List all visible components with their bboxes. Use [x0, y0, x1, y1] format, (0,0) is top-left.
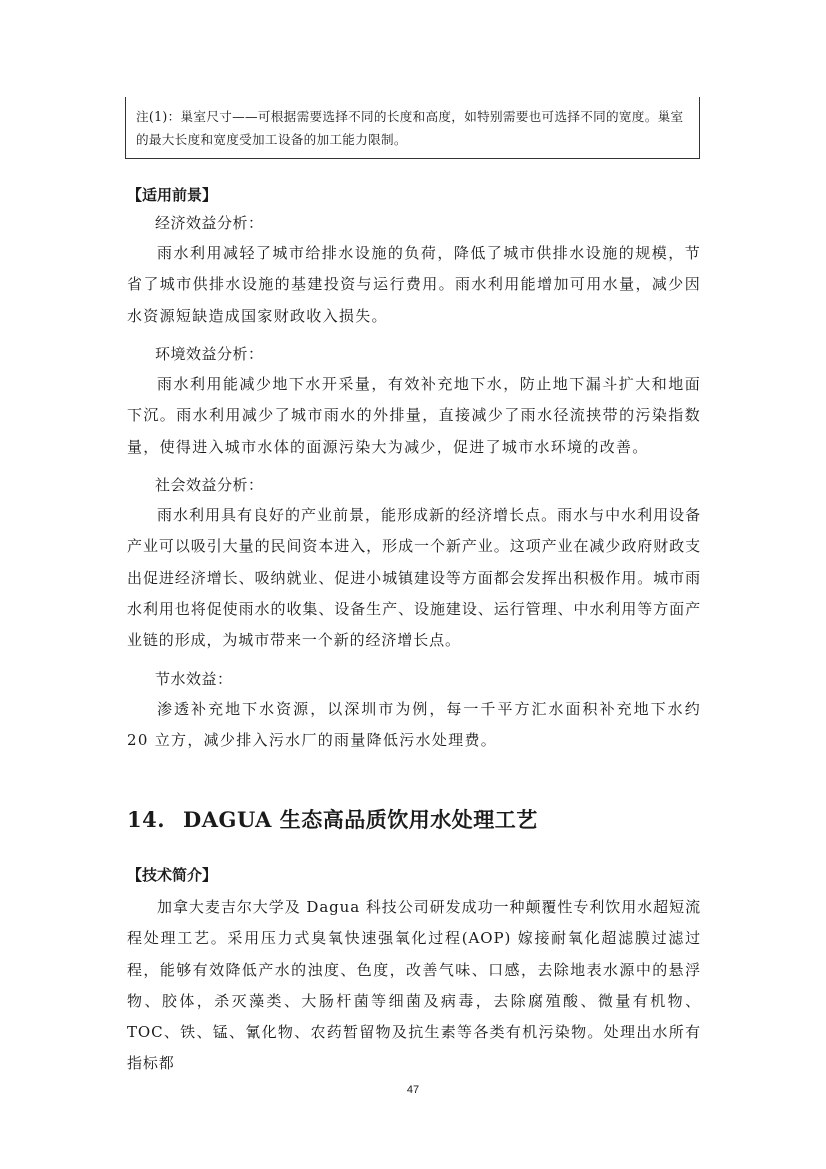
note-box — [125, 97, 700, 159]
social-label: 社会效益分析： — [155, 476, 264, 494]
water-saving-paragraph: 渗透补充地下水资源，以深圳市为例，每一千平方汇水面积补充地下水约 20 立方，减少排入污水厂的雨量降低污水处理费。 — [127, 700, 701, 750]
note-text: 注(1)：巢室尺寸——可根据需要选择不同的长度和高度，如特别需要也可选择不同的宽度。巢室的最大长度和宽度受加工设备的加工能力限制。 — [136, 109, 684, 147]
tech-heading: 【技术简介】 — [127, 866, 218, 884]
section-title-text: DAGUA 生态高品质饮用水处理工艺 — [183, 807, 538, 832]
economic-paragraph: 雨水利用减轻了城市给排水设施的负荷，降低了城市供排水设施的规模，节省了城市供排水设施的基建投资与运行费用。雨水利用能增加可用水量，减少因水资源短缺造成国家财政收入损失。 — [127, 244, 701, 325]
section-number: 14. — [127, 807, 166, 832]
page-number: 47 — [406, 1084, 420, 1096]
tech-paragraph: 加拿大麦吉尔大学及 Dagua 科技公司研发成功一种颠覆性专利饮用水超短流程处理工艺。采用压力式臭氧快速强氧化过程(AOP) 嫁接耐氧化超滤膜过滤过程，能够有效降低产水的浊度、色度，改善气味、口感，去除地表水源中的悬浮物、胶体，杀灭藻类、大肠杆菌等细菌及病毒，去除腐殖酸、微量有机物、TOC、铁、锰、氰化物、农药暂留物及抗生素等各类有机污染物。处理出水所有指标都 — [127, 898, 701, 1073]
environment-paragraph: 雨水利用能减少地下水开采量，有效补充地下水，防止地下漏斗扩大和地面下沉。雨水利用减少了城市雨水的外排量，直接减少了雨水径流挟带的污染指数量，使得进入城市水体的面源污染大为减少，促进了城市水环境的改善。 — [127, 375, 701, 456]
water-saving-label: 节水效益： — [155, 670, 233, 688]
environment-label: 环境效益分析： — [155, 345, 264, 363]
section-title — [127, 804, 538, 834]
application-heading: 【适用前景】 — [127, 186, 218, 204]
economic-label: 经济效益分析： — [155, 214, 264, 232]
social-paragraph: 雨水利用具有良好的产业前景，能形成新的经济增长点。雨水与中水利用设备产业可以吸引大量的民间资本进入，形成一个新产业。这项产业在减少政府财政支出促进经济增长、吸纳就业、促进小城镇建设等方面都会发挥出积极作用。城市雨水利用也将促使雨水的收集、设备生产、设施建设、运行管理、中水利用等方面产业链的形成，为城市带来一个新的经济增长点。 — [127, 506, 701, 650]
